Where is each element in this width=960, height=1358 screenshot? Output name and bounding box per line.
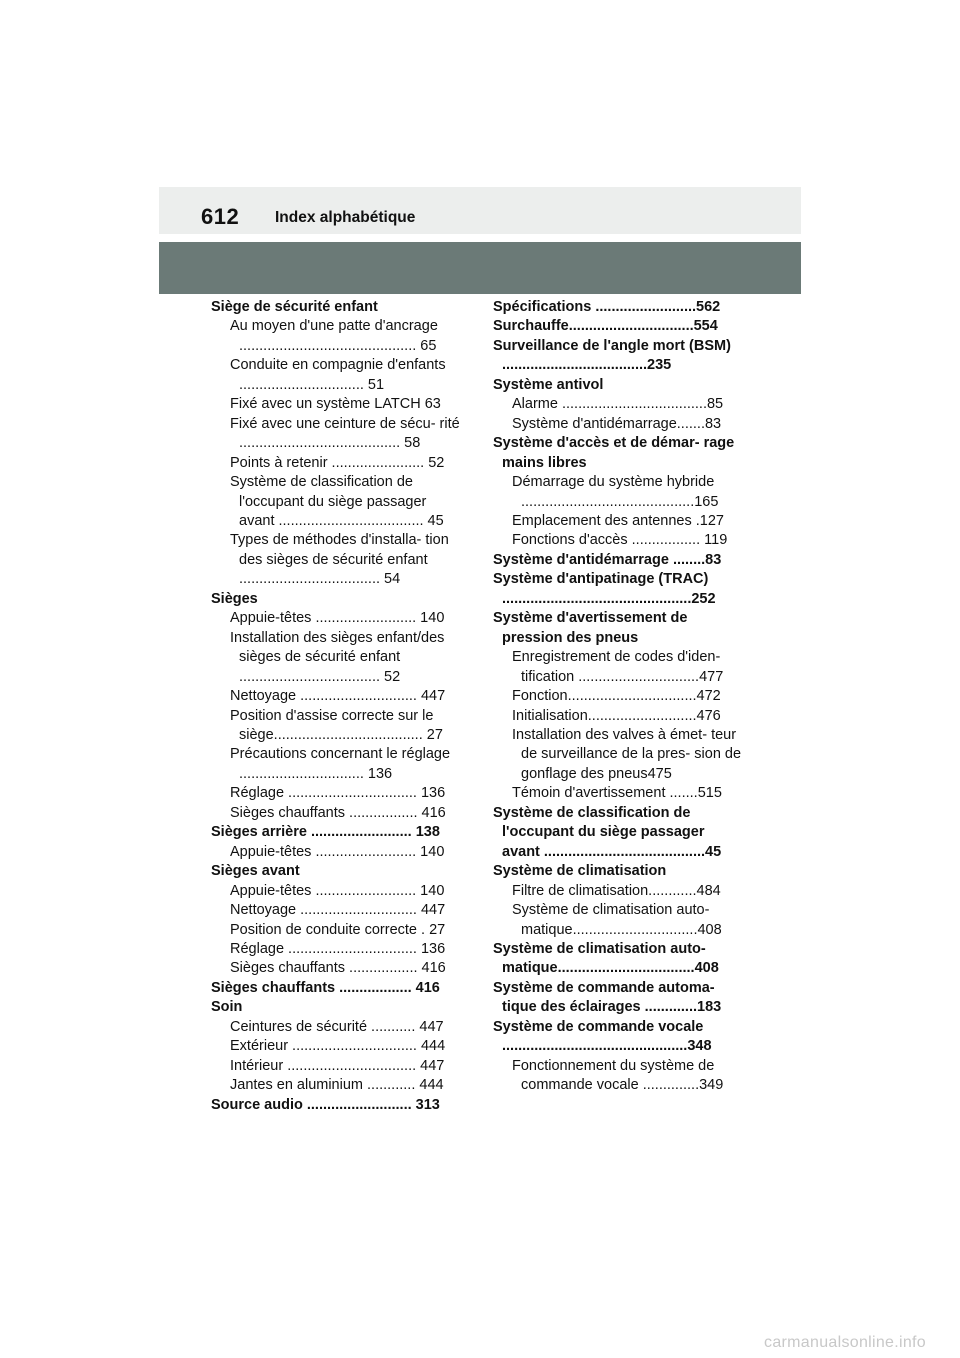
index-entry-main: Système d'antipatinage (TRAC) ...............................................252: [493, 571, 716, 607]
index-entry-main: Sièges: [211, 590, 258, 607]
index-entry-sub: Filtre de climatisation............484: [512, 882, 721, 899]
index-entry-main: Sièges chauffants .................. 416: [211, 979, 440, 996]
index-entry-sub: Jantes en aluminium ............ 444: [230, 1077, 444, 1094]
index-entry-sub: Installation des valves à émet- teur de surveillance de la pres- sion de gonflage des pneus475: [512, 726, 742, 782]
index-column-left: [211, 298, 464, 1115]
index-entry-main: Siège de sécurité enfant: [211, 299, 378, 315]
index-column-right: [493, 298, 746, 1096]
index-entry-sub: Installation des sièges enfant/des sièges de sécurité enfant ................................... 52: [230, 629, 445, 685]
index-entry-main: Système d'avertissement de pression des pneus: [493, 610, 688, 646]
index-entry-sub: Position de conduite correcte . 27: [230, 921, 446, 938]
index-entry-main: Soin: [211, 999, 243, 1016]
index-entry-main: Sièges avant: [211, 863, 300, 880]
index-entry-main: Surchauffe...............................554: [493, 318, 718, 335]
page-number: 612: [201, 204, 240, 229]
index-entry-main: Système de classification de l'occupant du siège passager avant ........................................45: [493, 804, 722, 860]
index-entry-sub: Nettoyage ............................. 447: [230, 688, 446, 705]
index-entry-main: Système d'accès et de démar- rage mains libres: [493, 435, 735, 471]
index-entry-main: Système de climatisation: [493, 863, 667, 880]
index-entry-sub: Démarrage du système hybride ...........................................165: [512, 474, 719, 510]
section-title: Index alphabétique: [275, 209, 416, 226]
index-entry-sub: Enregistrement de codes d'iden- tification ..............................477: [512, 649, 724, 685]
index-entry-sub: Appuie-têtes ......................... 140: [230, 610, 445, 627]
index-entry-sub: Système de classification de l'occupant du siège passager avant .................................... 45: [230, 474, 444, 529]
index-entry-sub: Initialisation...........................476: [512, 707, 721, 724]
index-entry-sub: Appuie-têtes ......................... 140: [230, 882, 445, 899]
index-entry-sub: Points à retenir ....................... 52: [230, 454, 445, 471]
index-entry-sub: Emplacement des antennes .127: [512, 512, 724, 529]
index-entry-sub: Fixé avec une ceinture de sécu- rité ........................................ 58: [230, 415, 460, 452]
index-entry-sub: Système d'antidémarrage.......83: [512, 415, 722, 432]
index-entry-sub: Position d'assise correcte sur le siège..................................... 27: [230, 707, 443, 743]
index-entry-sub: Système de climatisation auto- matique...............................408: [512, 902, 722, 938]
index-entry-main: Surveillance de l'angle mort (BSM) ....................................235: [493, 337, 731, 374]
header-band: [159, 242, 801, 294]
index-entry-sub: Au moyen d'une patte d'ancrage ............................................ 65: [230, 318, 438, 354]
index-entry-sub: Sièges chauffants ................. 416: [230, 804, 446, 821]
index-entry-sub: Types de méthodes d'installa- tion des sièges de sécurité enfant ................................... 54: [230, 532, 449, 588]
index-entry-sub: Réglage ................................ 136: [230, 940, 446, 957]
index-entry-main: Spécifications .........................562: [493, 299, 721, 315]
index-entry-sub: Appuie-têtes ......................... 140: [230, 843, 445, 860]
index-entry-sub: Précautions concernant le réglage ............................... 136: [230, 746, 451, 782]
index-entry-sub: Extérieur ............................... 444: [230, 1038, 446, 1055]
index-entry-sub: Fonctionnement du système de commande vocale ..............349: [512, 1057, 724, 1094]
index-entry-sub: Sièges chauffants ................. 416: [230, 960, 446, 977]
index-entry-sub: Ceintures de sécurité ........... 447: [230, 1018, 444, 1035]
index-entry-sub: Nettoyage ............................. 447: [230, 902, 446, 919]
header-bar: [159, 187, 801, 234]
index-entry-main: Sièges arrière ......................... 138: [211, 824, 440, 841]
watermark: carmanualsonline.info: [764, 1334, 926, 1351]
index-entry-sub: Témoin d'avertissement .......515: [512, 785, 722, 802]
index-entry-main: Système de commande vocale ..............................................348: [493, 1018, 712, 1055]
index-entry-main: Système d'antidémarrage ........83: [493, 551, 722, 568]
index-entry-main: Système antivol: [493, 376, 604, 393]
index-entry-sub: Conduite en compagnie d'enfants ............................... 51: [230, 357, 446, 393]
index-entry-main: Source audio .......................... 313: [211, 1096, 440, 1113]
index-entry-sub: Fonction................................472: [512, 688, 721, 705]
index-entry-main: Système de climatisation auto- matique..................................408: [493, 940, 719, 977]
index-entry-sub: Fonctions d'accès ................. 119: [512, 532, 728, 549]
index-entry-main: Système de commande automa- tique des éclairages .............183: [493, 979, 722, 1016]
index-entry-sub: Alarme ....................................85: [512, 396, 724, 413]
index-entry-sub: Réglage ................................ 136: [230, 785, 446, 802]
index-entry-sub: Fixé avec un système LATCH 63: [230, 396, 441, 413]
index-entry-sub: Intérieur ................................ 447: [230, 1057, 445, 1074]
